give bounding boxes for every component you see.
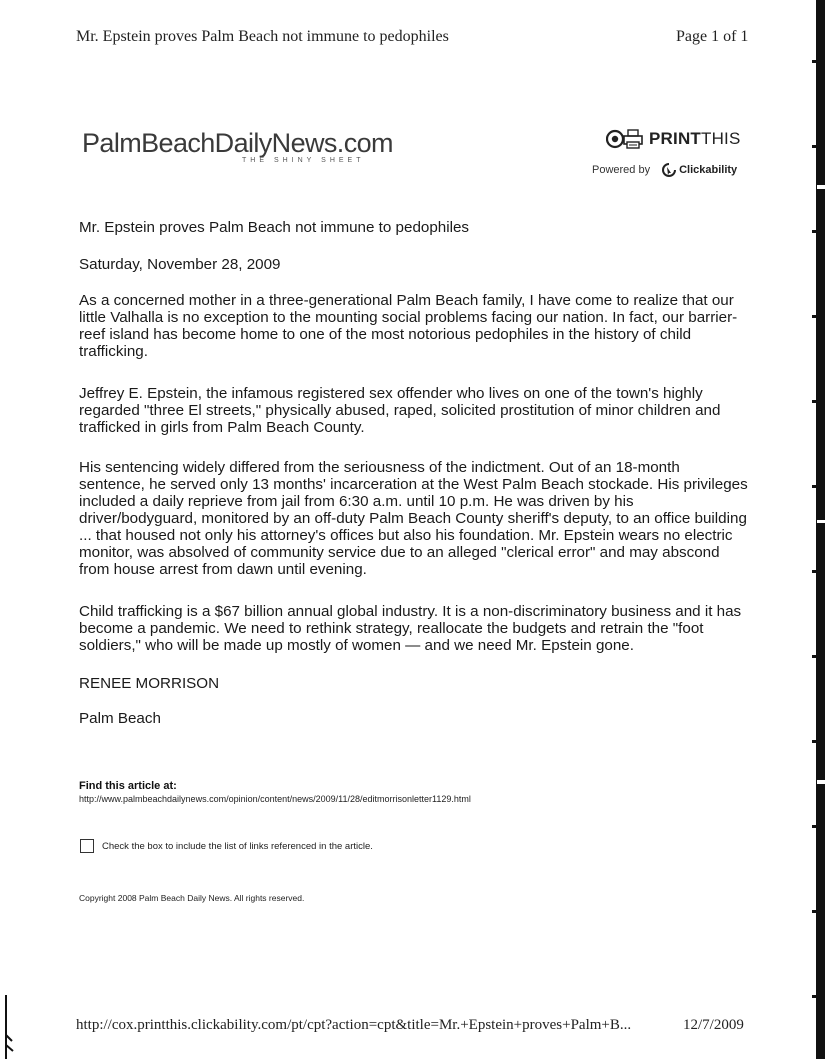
- scan-edge-artifact: [812, 0, 825, 1059]
- article-headline: Mr. Epstein proves Palm Beach not immune to pedophiles: [79, 219, 470, 236]
- site-logo-name: PalmBeachDailyNews.com: [82, 128, 393, 158]
- include-links-checkbox[interactable]: [80, 839, 94, 853]
- article-paragraph: Child trafficking is a $67 billion annual global industry. It is a non-discriminatory business and it has become a pandemic. We need to rethink strategy, reallocate the budgets and retrain the "foot soldiers," who will be made up mostly of women — and we need Mr. Epstein gone.: [79, 603, 742, 654]
- powered-by-label: Powered by: [592, 164, 651, 176]
- copyright-notice: Copyright 2008 Palm Beach Daily News. All rights reserved.: [79, 893, 305, 903]
- site-logo[interactable]: [82, 128, 393, 164]
- article-url-link[interactable]: http://www.palmbeachdailynews.com/opinion/content/news/2009/11/28/editmorrisonletter1129.html: [79, 794, 471, 804]
- print-footer-date: 12/7/2009: [683, 1017, 744, 1033]
- clickability-logo[interactable]: [662, 163, 737, 177]
- include-links-option: [80, 839, 373, 853]
- clickability-icon: [662, 163, 676, 177]
- author-name: RENEE MORRISON: [79, 675, 220, 692]
- printthis-label: PRINTTHIS: [649, 129, 741, 148]
- article-paragraph: Jeffrey E. Epstein, the infamous registered sex offender who lives on one of the town's highly regarded "three El streets," physically abused, raped, solicited prostitution of minor children and trafficked in girls from Palm Beach County.: [79, 385, 721, 436]
- article-paragraph: His sentencing widely differed from the seriousness of the indictment. Out of an 18-month sentence, he served only 13 months' incarceration at the West Palm Beach stockade. His privileges included a daily reprieve from jail from 6:30 a.m. until 10 p.m. He was driven by his driver/bodyguard, monitored by an off-duty Palm Beach County sheriff's deputy, to an office building ... that housed not only his attorney's offices but also his foundation. Mr. Epstein wears no electric monitor, was absolved of community service due to an alleged "clerical error" and may abscond from house arrest from dawn until evening.: [79, 459, 748, 578]
- printthis-brand[interactable]: [606, 128, 741, 150]
- article-date: Saturday, November 28, 2009: [79, 256, 281, 273]
- include-links-label: Check the box to include the list of links referenced in the article.: [102, 840, 373, 852]
- powered-by: [592, 163, 737, 177]
- find-article-label: Find this article at:: [79, 780, 177, 792]
- site-logo-tagline: THE SHINY SHEET: [242, 157, 365, 164]
- print-footer-url: http://cox.printthis.clickability.com/pt/cpt?action=cpt&title=Mr.+Epstein+proves+Palm+B...: [76, 1017, 632, 1033]
- print-header-page-number: Page 1 of 1: [676, 28, 749, 45]
- printer-icon: [606, 128, 646, 150]
- article-paragraph: As a concerned mother in a three-generational Palm Beach family, I have come to realize that our little Valhalla is no exception to the mounting social problems facing our nation. In fact, our barrier-reef island has become home to one of the most notorious pedophiles in the history of child trafficking.: [79, 292, 738, 360]
- print-header-title: Mr. Epstein proves Palm Beach not immune to pedophiles: [76, 28, 449, 45]
- clickability-label: Clickability: [679, 164, 738, 176]
- scan-corner-artifact: [4, 995, 16, 1059]
- author-location: Palm Beach: [79, 710, 161, 727]
